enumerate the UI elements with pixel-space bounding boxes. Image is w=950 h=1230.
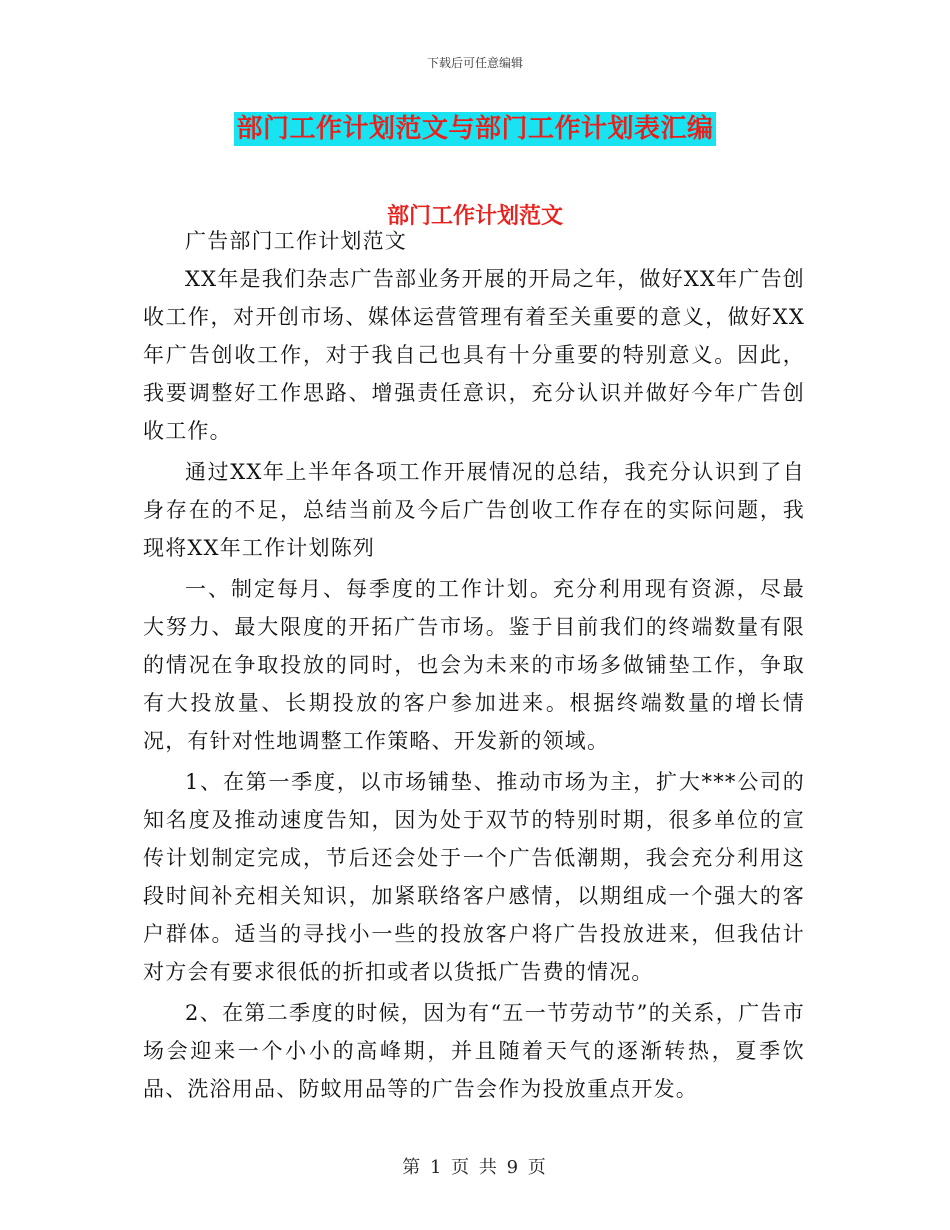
paragraph: 一、制定每月、每季度的工作计划。充分利用现有资源，尽最大努力、最大限度的开拓广告市场。鉴于目前我们的终端数量有限的情况在争取投放的同时，也会为未来的市场多做铺垫工作，争取有大投放量、长期投放的客户参加进来。根据终端数量的增长情况，有针对性地调整工作策略、开发新的领域。 (143, 577, 805, 753)
paragraph: 2、在第二季度的时候，因为有“五一节劳动节”的关系，广告市场会迎来一个小小的高峰期，并且随着天气的逐渐转热，夏季饮品、洗浴用品、防蚊用品等的广告会作为投放重点开发。 (143, 1001, 805, 1101)
document-title (0, 112, 950, 146)
header-note: 下载后可任意编辑 (426, 56, 523, 70)
page-footer: 第 1 页 共 9 页 (402, 1157, 548, 1178)
section-title: 部门工作计划范文 (386, 203, 563, 229)
paragraph: 通过XX年上半年各项工作开展情况的总结，我充分认识到了自身存在的不足，总结当前及今后广告创收工作存在的实际问题，我现将XX年工作计划陈列 (143, 460, 805, 560)
paragraph: XX年是我们杂志广告部业务开展的开局之年，做好XX年广告创收工作，对开创市场、媒体运营管理有着至关重要的意义，做好XX年广告创收工作，对于我自己也具有十分重要的特别意义。因此，我要调整好工作思路、增强责任意识，充分认识并做好今年广告创收工作。 (143, 267, 805, 443)
paragraph-subtitle: 广告部门工作计划范文 (185, 229, 407, 253)
document-body (143, 222, 805, 1108)
document-title-text: 部门工作计划范文与部门工作计划表汇编 (236, 114, 714, 144)
paragraph: 1、在第一季度，以市场铺垫、推动市场为主，扩大***公司的知名度及推动速度告知，因为处于双节的特别时期，很多单位的宣传计划制定完成，节后还会处于一个广告低潮期，我会充分利用这段时间补充相关知识，加紧联络客户感情，以期组成一个强大的客户群体。适当的寻找小一些的投放客户将广告投放进来，但我估计对方会有要求很低的折扣或者以货抵广告费的情况。 (143, 770, 805, 984)
